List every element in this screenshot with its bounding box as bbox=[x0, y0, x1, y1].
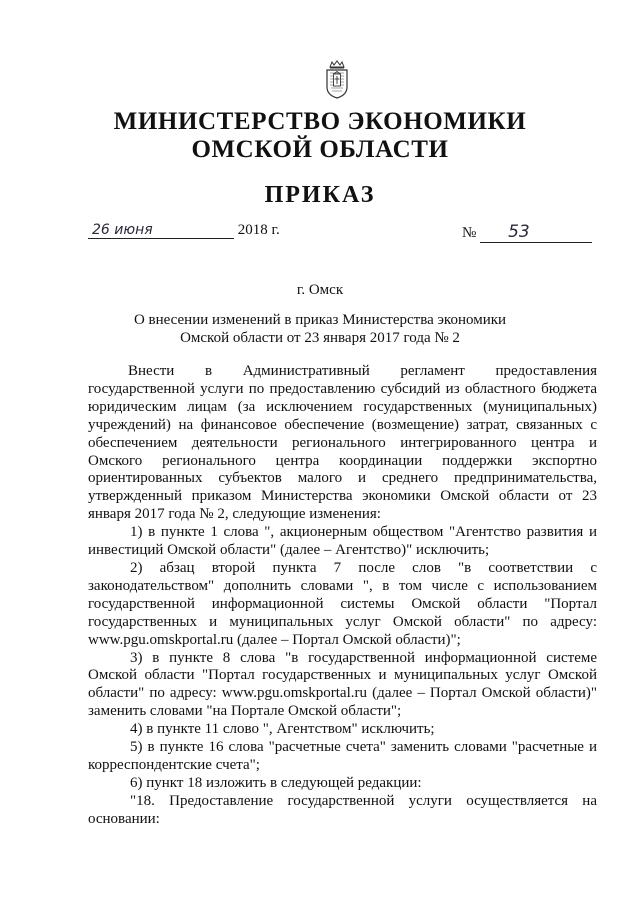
ministry-name-line2: ОМСКОЙ ОБЛАСТИ bbox=[191, 136, 449, 163]
amendment-item-6: 6) пункт 18 изложить в следующей редакции: bbox=[130, 774, 422, 791]
handwritten-date: 26 июня bbox=[88, 222, 234, 239]
amendment-item-4: 4) в пункте 11 слово ", Агентством" исключить; bbox=[130, 721, 435, 738]
amendment-item-5: 5) в пункте 16 слова "расчетные счета" заменить словами "расчетные и корреспондентские счета"; bbox=[88, 739, 597, 773]
omsk-region-coat-of-arms-icon bbox=[322, 60, 352, 100]
order-number bbox=[462, 222, 592, 243]
number-label: № bbox=[462, 225, 477, 241]
intro-paragraph: Внести в Административный регламент предоставления государственной услуги по предоставлению субсидий из областного бюджета юридическим лицам (за исключением государственных (муниципальных) учреждений) на финансовое обеспечение (возмещение) затрат, связанных с обеспечением деятельности регионального интегрированного центра и Омского регионального центра координации поддержки экспортно ориентированных субъектов малого и среднего предпринимательства, утвержденный приказом Министерства экономики Омской области от 23 января 2017 года № 2, следующие изменения: bbox=[88, 363, 597, 523]
order-subject bbox=[0, 311, 640, 347]
amendment-item-1: 1) в пункте 1 слова ", акционерным обществом "Агентство развития и инвестиций Омской области" (далее – Агентство)" исключить; bbox=[88, 524, 597, 559]
handwritten-number: 53 bbox=[480, 222, 592, 243]
document-type: ПРИКАЗ bbox=[264, 182, 376, 208]
subject-line1: О внесении изменений в приказ Министерства экономики bbox=[133, 312, 507, 328]
subject-line2: Омской области от 23 января 2017 года № 2 bbox=[180, 330, 460, 346]
order-date bbox=[88, 222, 280, 244]
ministry-name bbox=[0, 108, 640, 164]
amendment-item-7: "18. Предоставление государственной услуги осуществляется на основании: bbox=[88, 792, 597, 827]
city-name: г. Омск bbox=[296, 282, 344, 298]
ministry-name-line1: МИНИСТЕРСТВО ЭКОНОМИКИ bbox=[113, 108, 527, 135]
amendment-item-2: 2) абзац второй пункта 7 после слов "в соответствии с законодательством" дополнить словами ", в том числе с использованием государственной информационной системы Омской области "Портал государственных и муниципальных услуг Омской области" по адресу: www.pgu.omskportal.ru (далее – Портал Омской области)"; bbox=[88, 559, 597, 648]
order-year: 2018 г. bbox=[237, 222, 280, 238]
amendment-item-3: 3) в пункте 8 слова "в государственной информационной системе Омской области "Портал государственных и муниципальных услуг Омской области" по адресу: www.pgu.omskportal.ru (далее – Портал Омской области)" заменить словами "на Портале Омской области"; bbox=[88, 649, 597, 720]
order-body bbox=[88, 363, 597, 829]
